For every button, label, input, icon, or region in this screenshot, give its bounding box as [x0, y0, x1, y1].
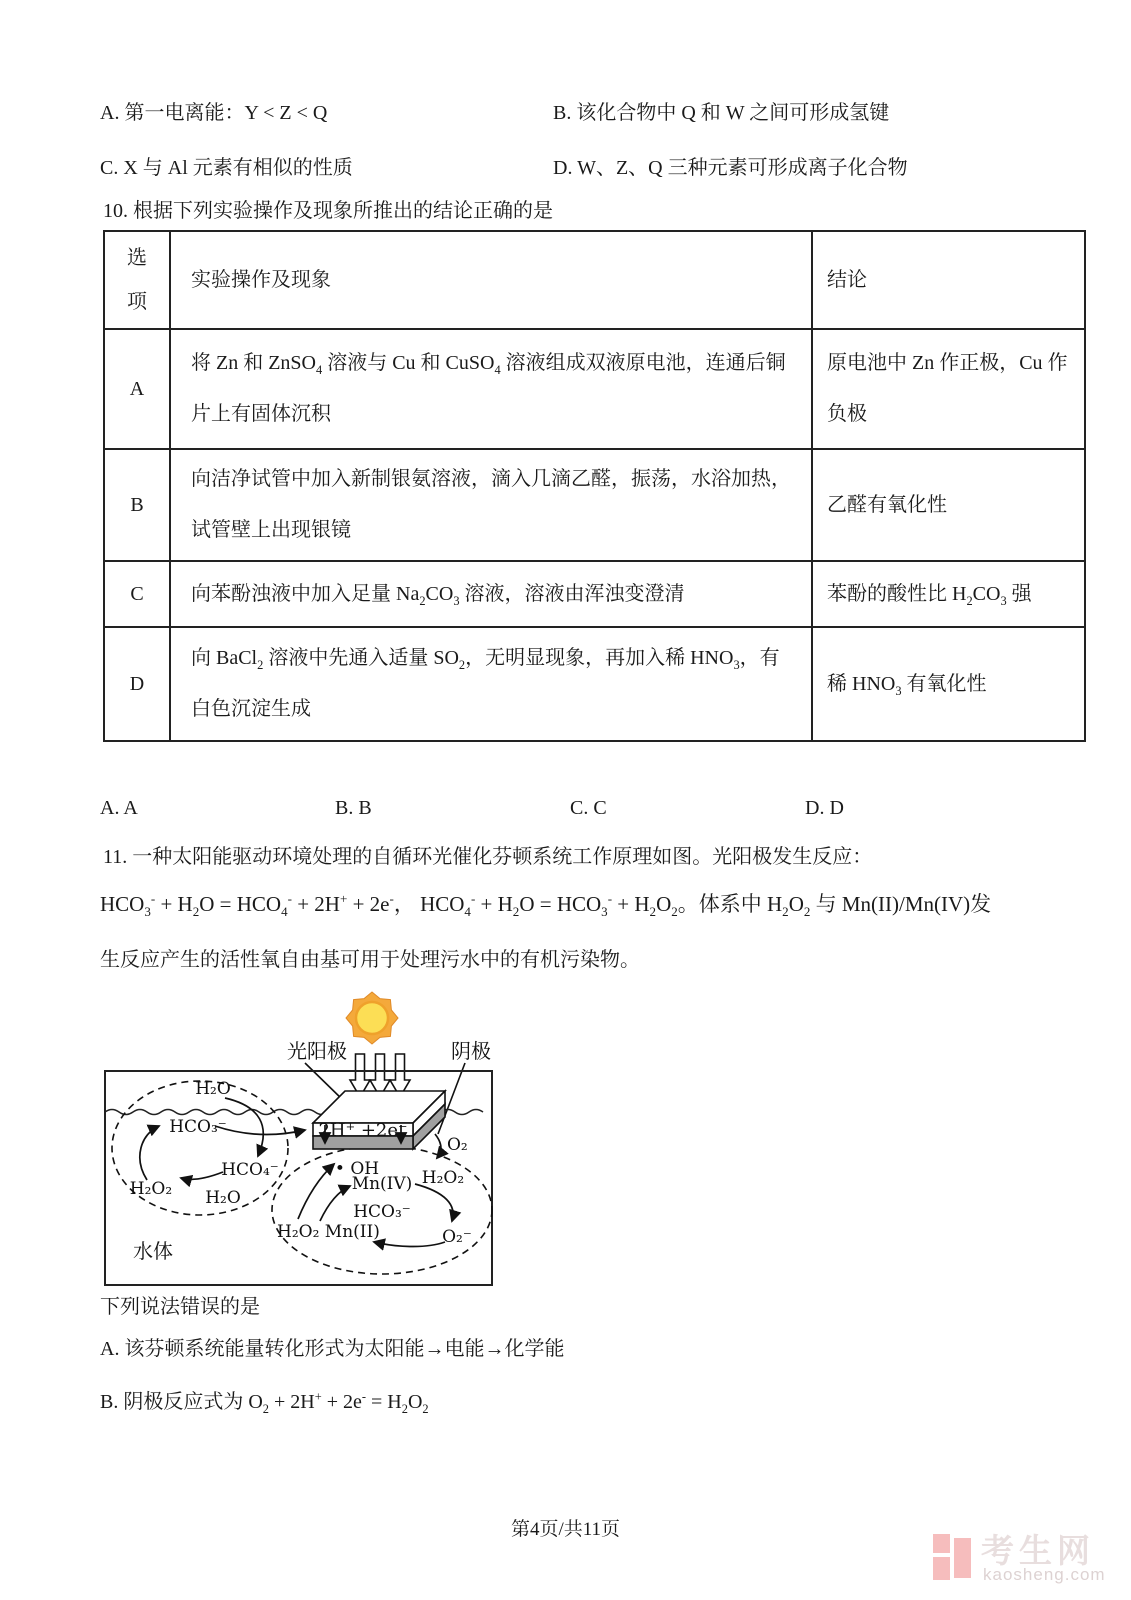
row-operation: 向 BaCl$_2$ 溶液中先通入适量 $SO_2$，无明显现象，再加入稀 $HNO_3$，有白色沉淀生成 — [170, 627, 812, 741]
q11-ask: 下列说法错误的是 — [100, 1296, 260, 1318]
q11-equation: $HCO_3^- + H_2O = HCO_4^- + 2H^+ + 2e^-$， $HCO_4^- + H_2O = HCO_3^- + H_2O_2$。体系中 $H_2O_2$ 与 Mn(II)/Mn(IV)发 — [100, 891, 992, 920]
sun-icon — [346, 992, 398, 1044]
right-h2o2-label: H₂O₂ — [421, 1168, 465, 1188]
answer-c: C. C — [570, 797, 607, 819]
q10-table — [103, 230, 1086, 742]
answer-a: A. A — [100, 797, 138, 819]
row-option: D — [104, 627, 170, 741]
right-o2minus-label: O₂⁻ — [442, 1227, 472, 1247]
row-operation: 向苯酚浊液中加入足量 $Na_2CO_3$ 溶液，溶液由浑浊变澄清 — [170, 561, 812, 627]
electrode-reaction-text: 2H⁺ +2e⁻ — [318, 1120, 408, 1141]
q10-answers — [100, 797, 844, 820]
row-operation: 将 Zn 和 ZnSO$_4$ 溶液与 Cu 和 CuSO$_4$ 溶液组成双液原电池，连通后铜片上有固体沉积 — [170, 329, 812, 449]
row-operation: 向洁净试管中加入新制银氨溶液，滴入几滴乙醛，振荡，水浴加热，试管壁上出现银镜 — [170, 449, 812, 561]
answer-d: D. D — [805, 797, 844, 819]
row-option: A — [104, 329, 170, 449]
left-h2o2-label: H₂O₂ — [129, 1179, 173, 1199]
watermark-name: 考生网 — [981, 1532, 1095, 1569]
cathode-label: 阴极 — [451, 1039, 491, 1063]
row-conclusion: 原电池中 Zn 作正极，Cu 作负极 — [812, 329, 1085, 449]
fenton-system-diagram — [95, 986, 505, 1290]
q10-stem: 10. 根据下列实验操作及现象所推出的结论正确的是 — [103, 200, 553, 222]
water-body-label: 水体 — [133, 1239, 173, 1263]
row-option: B — [104, 449, 170, 561]
prev-option-c: C. X 与 Al 元素有相似的性质 — [100, 157, 353, 179]
right-h2o2-mn2-label: H₂O₂ Mn(II) — [277, 1222, 380, 1242]
row-conclusion: 苯酚的酸性比 $H_2CO_3$ 强 — [812, 561, 1085, 627]
row-conclusion: 乙醛有氧化性 — [812, 449, 1085, 561]
watermark-site: kaosheng.com — [983, 1565, 1106, 1584]
table-row — [104, 329, 1085, 449]
page-number: 第4页/共11页 — [510, 1519, 621, 1540]
prev-option-d: D. W、Z、Q 三种元素可形成离子化合物 — [553, 157, 908, 179]
header-operation: 实验操作及现象 — [170, 231, 812, 329]
left-h2o-bottom-label: H₂O — [205, 1188, 241, 1208]
row-conclusion: 稀 $HNO_3$ 有氧化性 — [812, 627, 1085, 741]
answer-b: B. B — [335, 797, 372, 819]
left-hco3-label: HCO₃⁻ — [169, 1117, 227, 1137]
q11-stem: 11. 一种太阳能驱动环境处理的自循环光催化芬顿系统工作原理如图。光阳极发生反应： — [103, 846, 873, 868]
table-row — [104, 627, 1085, 741]
row-option: C — [104, 561, 170, 627]
q11-stem-cont: 生反应产生的活性氧自由基可用于处理污水中的有机污染物。 — [100, 949, 640, 971]
o2-label: O₂ — [447, 1135, 468, 1155]
left-hco4-label: HCO₄⁻ — [221, 1160, 279, 1180]
header-conclusion: 结论 — [812, 231, 1085, 329]
q11-option-a: A. 该芬顿系统能量转化形式为太阳能→电能→化学能 — [100, 1338, 565, 1360]
table-row — [104, 449, 1085, 561]
table-header-row — [104, 231, 1085, 329]
watermark — [933, 1521, 1128, 1591]
q11-option-b: B. 阴极反应式为 $O_2 + 2H^+ + 2e^- = H_2O_2$ — [100, 1389, 429, 1416]
right-hco3-label: HCO₃⁻ — [353, 1202, 411, 1222]
prev-option-b: B. 该化合物中 Q 和 W 之间可形成氢键 — [553, 102, 890, 124]
table-row — [104, 561, 1085, 627]
left-h2o-top-label: H₂O — [195, 1079, 231, 1099]
photoanode-label: 光阳极 — [287, 1039, 347, 1063]
header-option: 选项 — [104, 231, 170, 329]
right-mn4-label: Mn(IV) — [351, 1174, 413, 1194]
prev-option-a: A. 第一电离能：Y < Z < Q — [100, 102, 328, 124]
right-oh-label: • OH — [334, 1159, 380, 1179]
